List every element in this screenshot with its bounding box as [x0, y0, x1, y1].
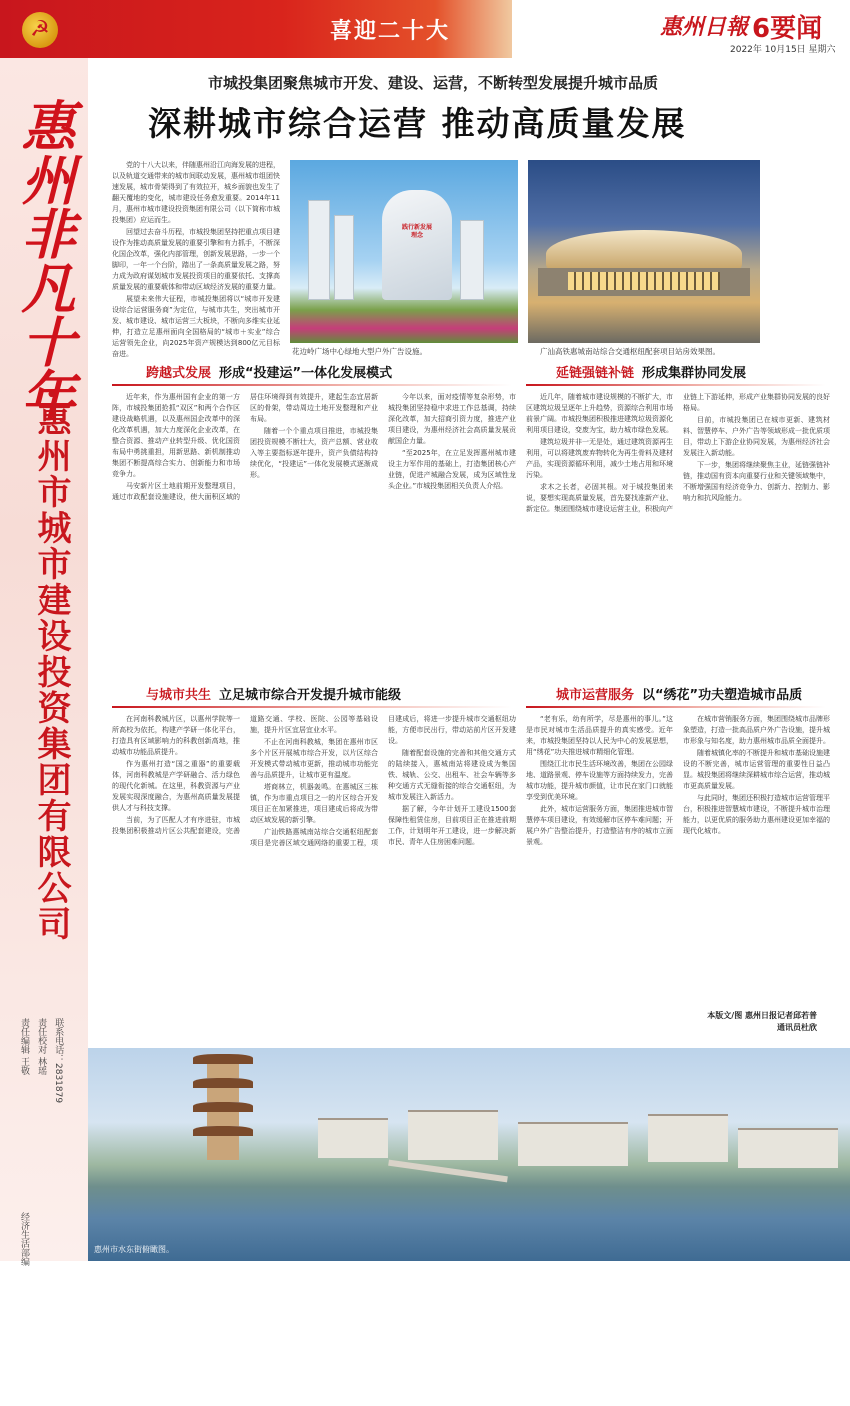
photo-caption: 花边岭广场中心绿地大型户外广告设施。 [292, 347, 427, 356]
section-title: 形成“投建运”一体化发展模式 [219, 366, 393, 381]
paragraph: 在河南科教城片区，以惠州学院等一所高校为依托，构建产学研一体化平台，打造具有区域影响力的科教创新高地，推动城市功能品质提升。 [112, 715, 240, 756]
editor-credit-line: 经济生活部编 [19, 1212, 29, 1266]
paragraph: 回望过去奋斗历程，市城投集团坚持把重点项目建设作为推动高质量发展的重要引擎和有力抓手，不断深化国企改革，强化内部管理，创新发展思路，一步一个脚印，一年一个台阶，踏出了一条高质量发展之路，努力成为政府谋划城市发展投资项目的重要依托、支撑高质量发展的重要载体和带动区域经济发展的重要力量。 [112, 228, 280, 291]
side-calligraphy: 惠州非凡十年 [13, 98, 77, 422]
banner-band [0, 0, 512, 58]
paragraph: 随着一个个重点项目推进，市城投集团投资规模不断壮大，资产总额、营业收入等主要指标逐年提升，资产负债结构持续优化，“投建运”一体化发展模式逐渐成形。 [250, 427, 378, 479]
station-glass [568, 272, 720, 290]
paragraph: 展望未来伟大征程，市城投集团将以“城市开发建设综合运营服务商”为定位，与城市共生，突出城市开发、城市建设、城市运营三大板块，不断向多维实业延伸，打造立足惠州面向全国格局的“城市＋实业”综合运营领先企业，向2025年资产规模达到800亿元目标奋进。 [112, 295, 280, 358]
section-body [526, 392, 830, 664]
side-company-name: ·惠州市城市建设投资集团有限公司 [31, 388, 71, 942]
paragraph: 塔商林立，机器轰鸣。在惠城区三栋镇，作为市重点项目之一的片区综合开发项目正在加紧推进，项目建成后将成为带动区域发展的新引擎。 [250, 783, 378, 824]
party-emblem-icon: ☭ [22, 12, 58, 48]
byline [697, 1010, 817, 1034]
section-rule [526, 706, 826, 708]
billboard-text: 践行新发展理念 [402, 224, 433, 239]
billboard-sign [382, 190, 452, 300]
photo-caption: 广汕高铁惠城南站综合交通枢纽配套项目站房效果图。 [540, 347, 720, 356]
page-label: 6要闻 [752, 14, 823, 44]
section-tag: 城市运营服务 [556, 688, 635, 703]
paragraph: 马安新片区土地前期开发整理项目，通过市政配套设施建设，使大面积区域的居住环境得到有效提升，建起生态宜居新区的骨架，带动周边土地开发整理和产业布局。 [112, 393, 378, 501]
paragraph: 与此同时，集团还积极打造城市运营管理平台，积极推进智慧城市建设，不断提升城市治理能力，以更优质的服务助力惠州建设更加幸福的现代化城市。 [683, 794, 830, 835]
paragraph: 作为惠州打造“国之重器”的重要载体，河南科教城是产学研融合、活力绿色的现代化新城。在这里，科教资源与产业发展实现深度融合，为惠州高质量发展提供人才与科技支撑。 [112, 760, 240, 812]
paragraph: 随着配套设施的完善和其他交通方式的陆续接入，惠城南站将建设成为集国铁、城轨、公交、出租车、社会车辆等多种交通方式无缝衔接的综合交通枢纽，为城市发展注入新活力。 [388, 749, 516, 801]
paragraph: 不止在河南科教城，集团在惠州市区多个片区开展城市综合开发，以片区综合开发模式带动城市更新，推动城市功能完善与品质提升，让城市更有温度。 [250, 738, 378, 779]
paragraph: 近年来，作为惠州国有企业的第一方阵，市城投集团抢抓“双区”和两个合作区建设战略机遇，以及惠州国企改革中的深化改革机遇，加大力度深化企业改革，在整合资源、推动产业转型升级、优化国资布局中勇挑重担，用新思路、新机制推动集团不断提高综合实力、创新能力和市场竞争力。 [112, 393, 240, 478]
paragraph: 围绕江北市民生活环境改善，集团在公园绿地、道路景观、停车设施等方面持续发力，完善城市功能，提升城市颜值，让市民在家门口就能享受到优美环境。 [526, 760, 673, 801]
page-date: 2022年 10月15日 星期六 [730, 45, 836, 55]
photo-caption: 惠州市水东街俯瞰图。 [94, 1245, 174, 1254]
cityscape-photo [88, 1048, 850, 1261]
section-heading [146, 362, 392, 382]
lede-text [112, 160, 280, 358]
section-title: 立足城市综合开发提升城市能级 [219, 688, 402, 703]
station-roof [546, 230, 742, 270]
paragraph: 广汕铁路惠城南站综合交通枢纽配套项目是完善区域交通网络的重要工程，项目建成后，将进一步提升城市交通枢纽功能，方便市民出行，带动站前片区开发建设。 [250, 715, 516, 847]
paragraph: 随着城镇化率的不断提升和城市基础设施建设的不断完善，城市运营管理的重要性日益凸显。城投集团将继续深耕城市综合运营，推动城市更高质量发展。 [683, 749, 830, 790]
banner-title: 喜迎二十大 [330, 18, 451, 44]
paragraph: 在城市营销服务方面，集团围绕城市品牌形象塑造，打造一批高品质户外广告设施，提升城市形象与知名度，助力惠州城市品质全面提升。 [683, 715, 830, 745]
byline-line: 本版文/图 惠州日报记者邱若普 [707, 1011, 817, 1020]
paragraph: 目前，市城投集团已在城市更新、建筑材料、智慧停车、户外广告等领域形成一批优质项目，带动上下游企业协同发展，为惠州经济社会发展注入新动能。 [683, 416, 830, 457]
paragraph: 今年以来，面对疫情等复杂形势，市城投集团坚持稳中求进工作总基调，持续深化改革，加大招商引资力度，推进产业项目建设，为惠州经济社会高质量发展贡献国企力量。 [388, 393, 516, 445]
paragraph: 此外，城市运营服务方面，集团推进城市智慧停车项目建设，有效缓解市区停车难问题；开展户外广告整治提升，打造整洁有序的城市立面景观。 [526, 805, 673, 846]
section-tag: 跨越式发展 [146, 366, 212, 381]
section-title: 以“绣花”功夫塑造城市品质 [642, 688, 803, 703]
section-body [112, 714, 516, 1044]
paragraph: 求木之长者，必固其根。对于城投集团来说，要想实现高质量发展，首先要找准新产业、新定位。集团围绕城市建设运营主业，积极向产业链上下游延伸，形成产业集群协同发展的良好格局。 [526, 393, 830, 513]
photo-station [528, 160, 760, 343]
section-body [112, 392, 516, 664]
paragraph: 据了解，今年计划开工建设1500套保障性租赁住房，目前项目正在推进前期工作，计划明年开工建设，进一步解决新市民、青年人住房困难问题。 [388, 805, 516, 846]
editor-credit-line: 联系电话：2831879 [53, 1018, 64, 1104]
paragraph: 党的十八大以来，伴随惠州沿江向海发展的进程，以及轨道交通带来的城市间联动发展，惠州城市组团快速发展，城市骨架得到了有效拉开，城乡面貌也发生了翻天覆地的变化，城市建设任务愈发重要。2014年11月，惠州市城市建设投资集团有限公司（以下简称市城投集团）应运而生。 [112, 161, 280, 224]
section-rule [526, 384, 826, 386]
paper-logo: 惠州日報 [660, 14, 749, 40]
section-tag: 与城市共生 [146, 688, 212, 703]
section-rule [112, 706, 512, 708]
paragraph: 当前，为了匹配人才有序进驻，市城投集团积极推动片区公共配套建设，完善道路交通、学校、医院、公园等基础设施，提升片区宜居宜业水平。 [112, 715, 378, 835]
bridge [388, 1160, 508, 1183]
masthead [0, 0, 850, 60]
section-heading [556, 362, 746, 382]
section-body [526, 714, 830, 1006]
side-banner [0, 58, 88, 1266]
paragraph: 建筑垃圾并非一无是处，通过建筑资源再生利用，可以将建筑废弃物转化为再生骨料及建材产品，实现资源循环利用，减少土地占用和环境污染。 [526, 438, 673, 479]
photo-billboard [290, 160, 518, 343]
paragraph: “至2025年，在立足发挥惠州城市建设主力军作用的基础上，打造集团核心产业链，促进产城融合发展，成为区域性龙头企业。”市城投集团相关负责人介绍。 [388, 449, 516, 490]
editor-credit-line: 责任校对 林瑶 [36, 1018, 47, 1075]
paragraph: “老有乐，幼有所学，尽是惠州的事儿。”这是市民对城市生活品质提升的真实感受。近年来，市城投集团坚持以人民为中心的发展思想，用“绣花”功夫推进城市精细化管理。 [526, 715, 673, 756]
paragraph: 下一步，集团将继续聚焦主业，延链强链补链，推动国有资本向重要行业和关键领域集中，不断增强国有经济竞争力、创新力、控制力、影响力和抗风险能力。 [683, 461, 830, 502]
pagoda [193, 1054, 253, 1164]
section-heading [146, 684, 401, 704]
section-tag: 延链强链补链 [556, 366, 635, 381]
section-heading [556, 684, 802, 704]
article-subhead: 市城投集团聚焦城市开发、建设、运营，不断转型发展提升城市品质 [208, 74, 659, 92]
editor-credits [18, 1018, 78, 1266]
article-headline: 深耕城市综合运营 推动高质量发展 [148, 104, 687, 143]
paragraph: 近几年，随着城市建设规模的不断扩大，市区建筑垃圾呈逐年上升趋势，资源综合利用市场前景广阔。市城投集团积极推进建筑垃圾资源化利用项目建设，变废为宝，助力城市绿色发展。 [526, 393, 673, 434]
section-title: 形成集群协同发展 [642, 366, 747, 381]
byline-line: 通讯员杜欣 [777, 1023, 817, 1032]
section-rule [112, 384, 512, 386]
editor-credit-line: 责任编辑 王敬 [19, 1018, 29, 1075]
